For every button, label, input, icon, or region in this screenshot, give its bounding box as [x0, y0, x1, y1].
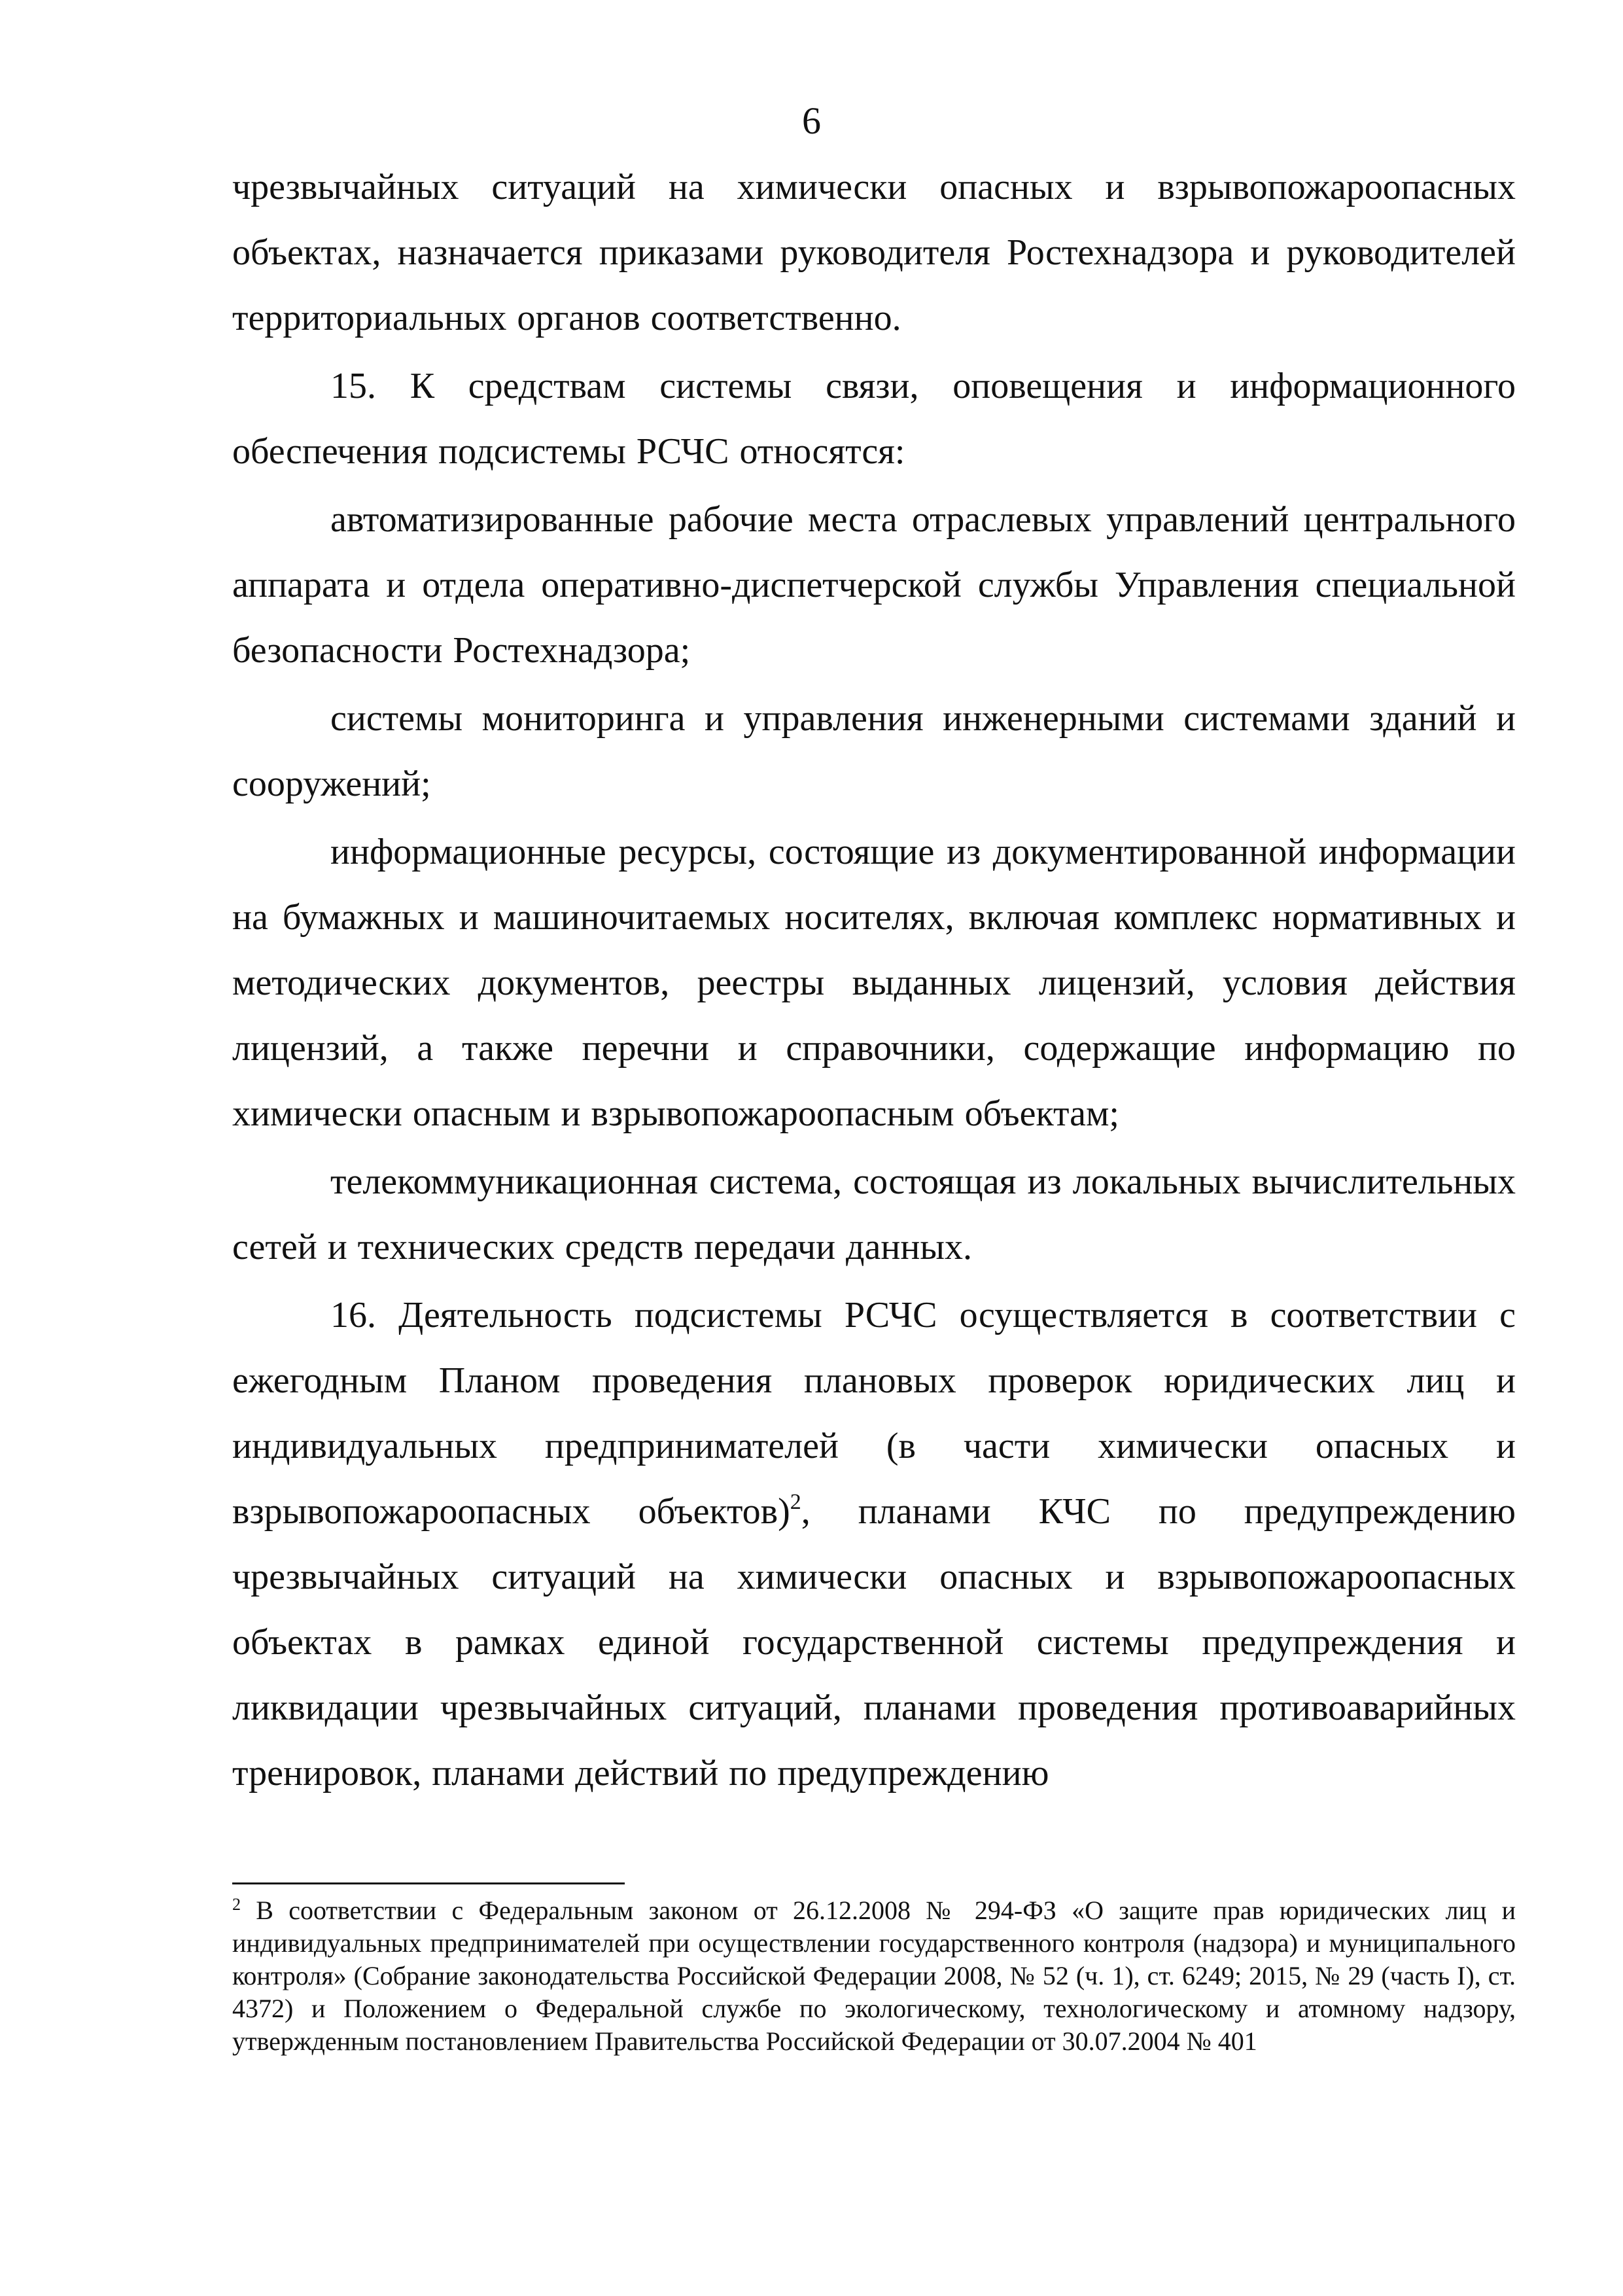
list-item-information-resources: информационные ресурсы, состоящие из документированной информации на бумажных и машиночитаемых носителях, включая комплекс нормативных и методических документов, реестры выданных лицензий, условия действия лицензий, а также перечни и справочники, содержащие информацию по химически опасным и взрывопожароопасным объектам;	[232, 832, 1516, 1134]
footnote-text: В соответствии с Федеральным законом от 26.12.2008 № 294-ФЗ «О защите прав юридических лиц и индивидуальных предпринимателей при осуществлении государственного контроля (надзора) и муниципального контроля» (Собрание законодательства Российской Федерации 2008, № 52 (ч. 1), ст. 6249; 2015, № 29 (часть I), ст. 4372) и Положением о Федеральной службе по экологическому, технологическому и атомному надзору, утвержденным постановлением Правительства Российской Федерации от 30.07.2004 № 401	[232, 1896, 1516, 2056]
list-item-monitoring-systems: системы мониторинга и управления инженерными системами зданий и сооружений;	[232, 698, 1516, 804]
page-number: 6	[802, 99, 821, 142]
paragraph-16-text-end: , планами КЧС по предупреждению чрезвычайных ситуаций на химически опасных и взрывопожароопасных объектах в рамках единой государственной системы предупреждения и ликвидации чрезвычайных ситуаций, планами проведения противоаварийных тренировок, планами действий по предупреждению	[232, 1491, 1516, 1793]
footnote-reference: 2	[790, 1490, 801, 1514]
list-item-workstations: автоматизированные рабочие места отраслевых управлений центрального аппарата и отдела оперативно-диспетчерской службы Управления специальной безопасности Ростехнадзора;	[232, 499, 1516, 671]
list-item-telecom-system: телекоммуникационная система, состоящая из локальных вычислительных сетей и технических средств передачи данных.	[232, 1161, 1516, 1267]
paragraph-16	[232, 1282, 1516, 1806]
footnote-marker: 2	[232, 1895, 241, 1914]
footnote-separator	[232, 1882, 625, 1884]
paragraph-16-text-start: 16. Деятельность подсистемы РСЧС осуществляется в соответствии с ежегодным Планом проведения плановых проверок юридических лиц и индивидуальных предпринимателей (в части химически опасных и взрывопожароопасных объектов)	[232, 1295, 1516, 1532]
paragraph-15: 15. К средствам системы связи, оповещения и информационного обеспечения подсистемы РСЧС относятся:	[232, 366, 1516, 472]
footnote	[232, 1894, 1516, 2058]
document-body	[232, 154, 1516, 1806]
paragraph-continuation: чрезвычайных ситуаций на химически опасных и взрывопожароопасных объектах, назначается приказами руководителя Ростехнадзора и руководителей территориальных органов соответственно.	[232, 167, 1516, 338]
